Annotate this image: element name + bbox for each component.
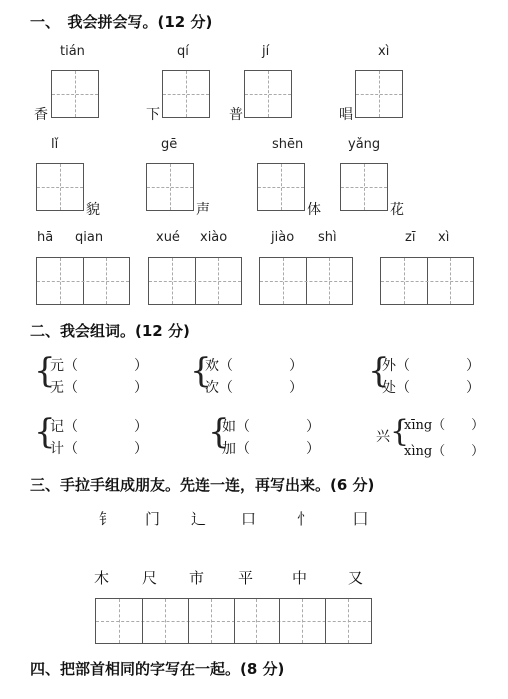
radical[interactable]: 辶 [191, 510, 207, 528]
component-char[interactable]: 木 [94, 569, 110, 587]
pinyin-zi: zī [405, 230, 416, 245]
writing-box[interactable] [244, 70, 292, 118]
writing-row-six[interactable] [95, 598, 372, 644]
brace: { [34, 412, 56, 452]
word-item[interactable]: 次（ ） [205, 380, 303, 396]
component-char[interactable]: 市 [189, 569, 205, 587]
radical[interactable]: 口 [241, 510, 257, 528]
word-item[interactable]: 处（ ） [382, 380, 480, 396]
pinyin-yang: yǎng [348, 137, 381, 152]
hanzi-sheng: 声 [196, 202, 210, 218]
pinyin-xi2: xì [438, 230, 450, 245]
pinyin-xi: xì [378, 44, 390, 59]
hanzi-ti: 体 [307, 202, 321, 218]
brace: { [390, 414, 410, 449]
pinyin-xiao: xiào [200, 230, 228, 245]
section2-title: 二、我会组词。(12 分) [30, 322, 190, 340]
hanzi-pu: 普 [229, 107, 243, 123]
brace: { [190, 351, 212, 391]
writing-box[interactable] [36, 163, 84, 211]
hanzi-hua: 花 [390, 202, 404, 218]
section4-title: 四、把部首相同的字写在一起。(8 分) [30, 660, 285, 678]
component-char[interactable]: 中 [292, 569, 308, 587]
pinyin-ha: hā [37, 230, 54, 245]
section3-title: 三、手拉手组成朋友。先连一连，再写出来。(6 分) [30, 476, 375, 494]
pinyin-xue: xué [156, 230, 180, 245]
writing-box[interactable] [340, 163, 388, 211]
brace: { [208, 412, 230, 452]
word-item[interactable]: 记（ ） [50, 419, 148, 435]
pinyin-li: lǐ [51, 137, 59, 152]
pinyin-shi: shì [318, 230, 337, 245]
hanzi-xing: 兴 [376, 429, 390, 445]
radical[interactable]: 忄 [297, 510, 313, 528]
component-char[interactable]: 平 [238, 569, 254, 587]
radical[interactable]: 钅 [99, 510, 115, 528]
brace: { [34, 351, 56, 391]
writing-box-double[interactable] [148, 257, 242, 305]
word-item[interactable]: 计（ ） [50, 441, 148, 457]
writing-box[interactable] [162, 70, 210, 118]
word-item[interactable]: 外（ ） [382, 358, 480, 374]
writing-box-double[interactable] [36, 257, 130, 305]
word-item[interactable]: xīng（ ） [404, 418, 485, 433]
writing-box-double[interactable] [380, 257, 474, 305]
writing-box-double[interactable] [259, 257, 353, 305]
component-char[interactable]: 尺 [142, 569, 158, 587]
radical[interactable]: 门 [145, 510, 161, 528]
hanzi-xiang: 香 [34, 107, 48, 123]
writing-box[interactable] [146, 163, 194, 211]
word-item[interactable]: 欢（ ） [205, 358, 303, 374]
pinyin-tian: tián [60, 44, 85, 59]
writing-box[interactable] [257, 163, 305, 211]
word-item[interactable]: 无（ ） [50, 380, 148, 396]
section1-title: 一、 我会拼会写。(12 分) [30, 13, 213, 31]
hanzi-xia: 下 [146, 107, 160, 123]
radical[interactable]: 囗 [353, 510, 369, 528]
pinyin-shen: shēn [272, 137, 304, 152]
writing-box[interactable] [51, 70, 99, 118]
component-char[interactable]: 又 [348, 569, 364, 587]
pinyin-qian: qian [75, 230, 104, 245]
word-item[interactable]: 加（ ） [222, 441, 320, 457]
word-item[interactable]: xìng（ ） [404, 444, 485, 459]
hanzi-mao: 貌 [86, 202, 100, 218]
pinyin-jiao: jiào [271, 230, 295, 245]
pinyin-qi: qí [177, 44, 189, 59]
word-item[interactable]: 元（ ） [50, 358, 148, 374]
pinyin-ji: jí [262, 44, 270, 59]
pinyin-ge: gē [161, 137, 178, 152]
hanzi-chang: 唱 [339, 107, 353, 123]
word-item[interactable]: 如（ ） [222, 419, 320, 435]
writing-box[interactable] [355, 70, 403, 118]
brace: { [368, 351, 390, 391]
